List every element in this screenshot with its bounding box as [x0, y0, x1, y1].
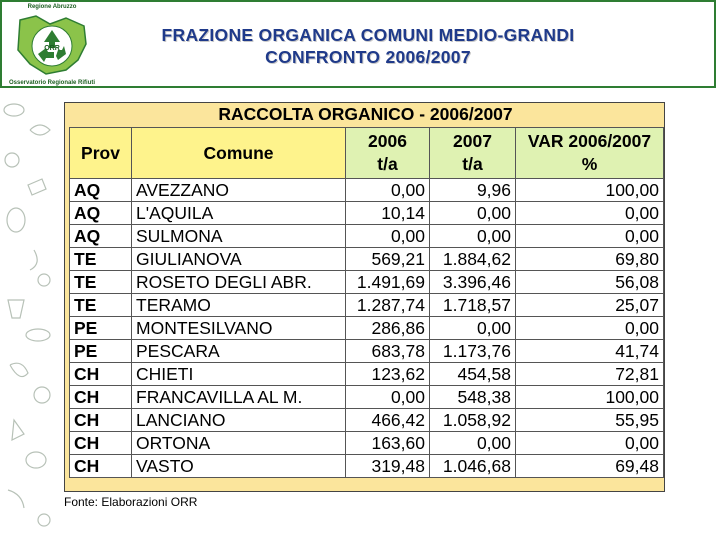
cell-tons-2006: 0,00 [346, 179, 430, 202]
cell-tons-2007: 548,38 [430, 386, 516, 409]
cell-prov: PE [70, 340, 132, 363]
cell-tons-2007: 0,00 [430, 317, 516, 340]
cell-prov: AQ [70, 202, 132, 225]
table-row [70, 363, 664, 386]
title-line-1: FRAZIONE ORGANICA COMUNI MEDIO-GRANDI [161, 25, 575, 45]
table-header-row [70, 128, 664, 179]
cell-prov: CH [70, 409, 132, 432]
title-line-2: CONFRONTO 2006/2007 [265, 47, 471, 67]
header-band [0, 0, 716, 88]
cell-tons-2006: 10,14 [346, 202, 430, 225]
cell-tons-2007: 0,00 [430, 225, 516, 248]
logo-badge: ORR [44, 45, 60, 52]
cell-var-percent: 55,95 [516, 409, 664, 432]
cell-tons-2006: 1.287,74 [346, 294, 430, 317]
cell-prov: TE [70, 248, 132, 271]
cell-tons-2007: 9,96 [430, 179, 516, 202]
cell-var-percent: 56,08 [516, 271, 664, 294]
table-row [70, 386, 664, 409]
cell-var-percent: 41,74 [516, 340, 664, 363]
cell-tons-2006: 0,00 [346, 225, 430, 248]
cell-tons-2007: 1.046,68 [430, 455, 516, 478]
cell-comune: ROSETO DEGLI ABR. [132, 271, 346, 294]
cell-tons-2006: 123,62 [346, 363, 430, 386]
data-table [69, 127, 664, 478]
cell-tons-2006: 319,48 [346, 455, 430, 478]
cell-tons-2006: 286,86 [346, 317, 430, 340]
source-note: Fonte: Elaborazioni ORR [64, 495, 198, 509]
cell-var-percent: 100,00 [516, 386, 664, 409]
cell-comune: VASTO [132, 455, 346, 478]
cell-tons-2006: 163,60 [346, 432, 430, 455]
cell-prov: AQ [70, 225, 132, 248]
cell-comune: GIULIANOVA [132, 248, 346, 271]
cell-tons-2006: 1.491,69 [346, 271, 430, 294]
cell-tons-2007: 1.718,57 [430, 294, 516, 317]
table-row [70, 409, 664, 432]
cell-comune: PESCARA [132, 340, 346, 363]
cell-prov: CH [70, 386, 132, 409]
table-row [70, 248, 664, 271]
recycle-icon [6, 4, 98, 88]
cell-tons-2006: 0,00 [346, 386, 430, 409]
header-2007-unit: t/a [462, 154, 483, 174]
cell-tons-2006: 466,42 [346, 409, 430, 432]
cell-prov: CH [70, 432, 132, 455]
cell-comune: TERAMO [132, 294, 346, 317]
cell-prov: CH [70, 363, 132, 386]
cell-tons-2007: 454,58 [430, 363, 516, 386]
table-row [70, 432, 664, 455]
cell-tons-2007: 1.058,92 [430, 409, 516, 432]
table-row [70, 455, 664, 478]
cell-comune: SULMONA [132, 225, 346, 248]
table-row [70, 340, 664, 363]
cell-var-percent: 69,80 [516, 248, 664, 271]
cell-comune: LANCIANO [132, 409, 346, 432]
cell-comune: ORTONA [132, 432, 346, 455]
cell-tons-2006: 569,21 [346, 248, 430, 271]
cell-tons-2007: 1.173,76 [430, 340, 516, 363]
header-var [516, 128, 664, 179]
cell-var-percent: 25,07 [516, 294, 664, 317]
cell-var-percent: 0,00 [516, 202, 664, 225]
header-2006-year: 2006 [368, 131, 407, 151]
logo-top-text: Regione Abruzzo [27, 4, 77, 10]
cell-comune: MONTESILVANO [132, 317, 346, 340]
cell-prov: CH [70, 455, 132, 478]
header-2007-year: 2007 [453, 131, 492, 151]
cell-prov: TE [70, 294, 132, 317]
cell-tons-2007: 0,00 [430, 432, 516, 455]
cell-tons-2007: 0,00 [430, 202, 516, 225]
cell-prov: TE [70, 271, 132, 294]
header-2006-unit: t/a [377, 154, 398, 174]
cell-comune: FRANCAVILLA AL M. [132, 386, 346, 409]
cell-prov: AQ [70, 179, 132, 202]
table-caption: RACCOLTA ORGANICO - 2006/2007 [218, 104, 513, 124]
header-prov: Prov [70, 128, 132, 179]
page-title [98, 24, 638, 68]
cell-prov: PE [70, 317, 132, 340]
orr-logo [6, 4, 98, 88]
header-var-unit: % [581, 154, 598, 174]
header-comune: Comune [132, 128, 346, 179]
cell-var-percent: 100,00 [516, 179, 664, 202]
table-row [70, 179, 664, 202]
cell-var-percent: 0,00 [516, 317, 664, 340]
table-row [70, 202, 664, 225]
cell-var-percent: 72,81 [516, 363, 664, 386]
cell-tons-2006: 683,78 [346, 340, 430, 363]
table-row [70, 225, 664, 248]
logo-bottom-text: Osservatorio Regionale Rifiuti [8, 80, 96, 86]
header-var-label: VAR 2006/2007 [527, 131, 652, 151]
cell-comune: CHIETI [132, 363, 346, 386]
table-row [70, 294, 664, 317]
cell-comune: AVEZZANO [132, 179, 346, 202]
header-2007 [430, 128, 516, 179]
side-decoration [0, 90, 60, 540]
table-row [70, 317, 664, 340]
table-row [70, 271, 664, 294]
cell-tons-2007: 1.884,62 [430, 248, 516, 271]
cell-var-percent: 69,48 [516, 455, 664, 478]
data-table-panel [64, 102, 665, 492]
cell-var-percent: 0,00 [516, 225, 664, 248]
cell-var-percent: 0,00 [516, 432, 664, 455]
header-2006 [346, 128, 430, 179]
cell-comune: L'AQUILA [132, 202, 346, 225]
cell-tons-2007: 3.396,46 [430, 271, 516, 294]
